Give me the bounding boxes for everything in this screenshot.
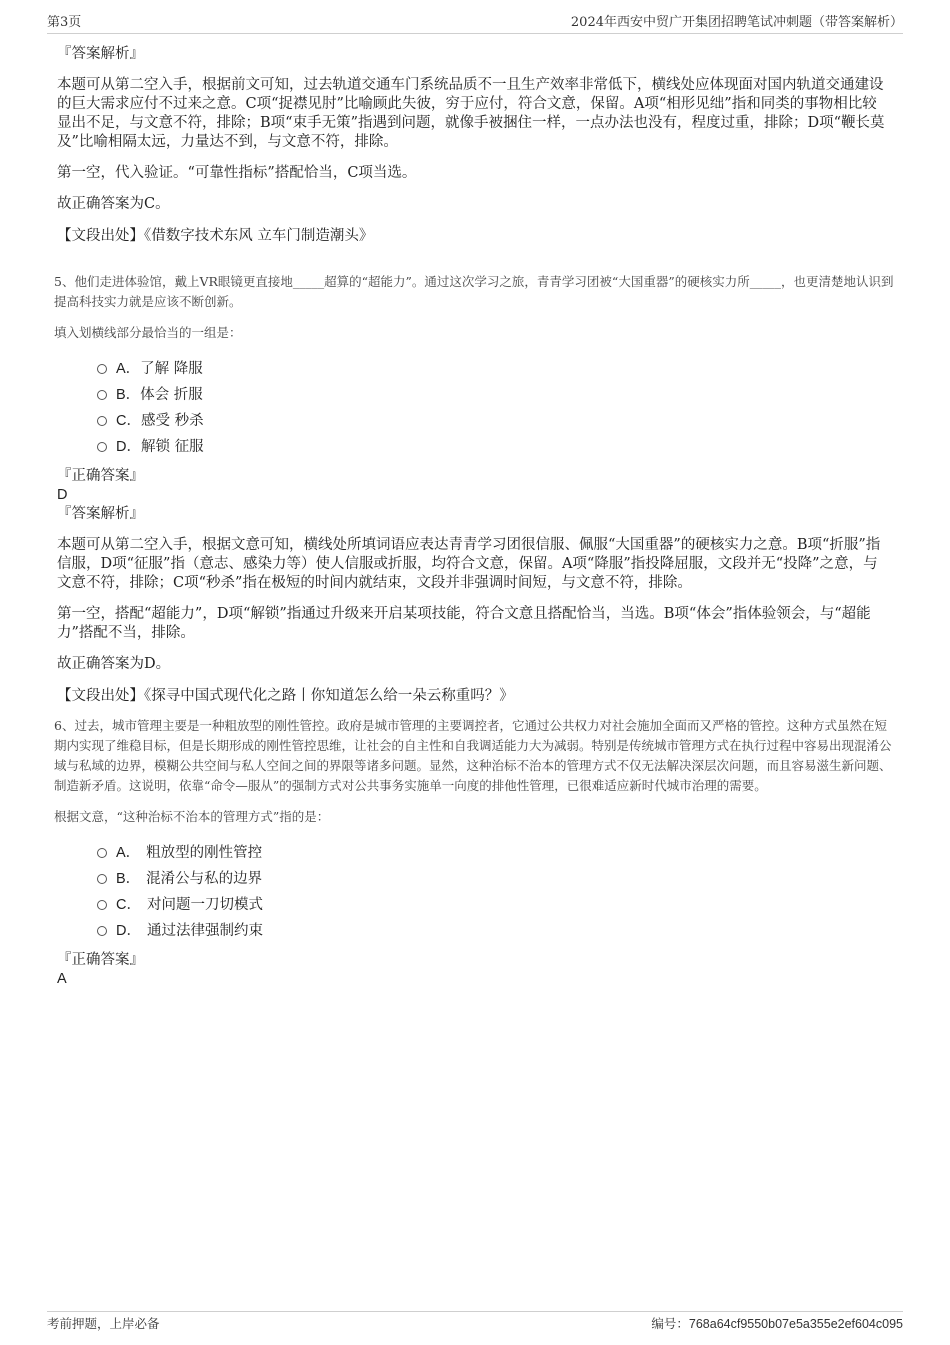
question-4-analysis	[57, 44, 893, 246]
option-text: 了解 降服	[140, 360, 203, 377]
page-header	[47, 13, 903, 34]
option-a[interactable]	[97, 838, 893, 864]
radio-icon[interactable]	[97, 848, 107, 858]
option-letter: C．	[116, 412, 141, 429]
option-c[interactable]	[97, 406, 893, 432]
option-letter: A．	[116, 360, 141, 377]
option-d[interactable]	[97, 916, 893, 942]
page-number: 第3页	[47, 15, 82, 30]
analysis-paragraph: 第一空，搭配“超能力”，D项“解锁”指通过升级来开启某项技能，符合文意且搭配恰当，当选。B项“体会”指体验领会，与“超能力”搭配不当，排除。	[57, 606, 871, 641]
source-citation: 【文段出处】《探寻中国式现代化之路丨你知道怎么给一朵云称重吗？》	[57, 688, 514, 704]
document-code	[651, 1315, 903, 1333]
analysis-conclusion: 故正确答案为C。	[57, 196, 170, 212]
document-code-value: 768a64cf9550b07e5a355e2ef604c095	[688, 1317, 903, 1331]
option-letter: B．	[116, 386, 141, 403]
analysis-paragraph: 本题可从第二空入手，根据文意可知，横线处所填词语应表达青青学习团很信服、佩服“大国重器”的硬核实力之意。B项“折服”指信服，D项“征服”指（意志、感染力等）使人信服或折服，均符合文意，保留。A项“降服”指投降屈服，文段并无“投降”之意，与文意不符，排除；C项“秒杀”指在极短的时间内就结束，文段并非强调时间短，与文意不符，排除。	[57, 537, 881, 591]
question-6	[54, 716, 893, 988]
page-content	[54, 44, 894, 988]
option-text: 混淆公与私的边界	[146, 870, 263, 887]
analysis-paragraph: 本题可从第二空入手，根据前文可知，过去轨道交通车门系统品质不一且生产效率非常低下，横线处应体现面对国内轨道交通建设的巨大需求应付不过来之意。C项“捉襟见肘”比喻顾此失彼，穷于应付，符合文意，保留。A项“相形见绌”指和同类的事物相比较显出不足，与文意不符，排除；B项“束手无策”指遇到问题，就像手被捆住一样，一点办法也没有，程度过重，排除；D项“鞭长莫及”比喻相隔太远，力量达不到，与文意不符，排除。	[57, 77, 885, 150]
radio-icon[interactable]	[97, 442, 107, 452]
option-c[interactable]	[97, 890, 893, 916]
analysis-conclusion: 故正确答案为D。	[57, 656, 171, 672]
option-text: 感受 秒杀	[140, 412, 204, 429]
radio-icon[interactable]	[97, 416, 107, 426]
document-title: 2024年西安中贸广开集团招聘笔试冲刺题（带答案解析）	[570, 15, 903, 30]
option-letter: A．	[116, 844, 141, 861]
option-a[interactable]	[97, 354, 893, 380]
option-b[interactable]	[97, 864, 893, 890]
correct-answer-label: 『正确答案』	[57, 952, 144, 968]
option-text: 体会 折服	[140, 386, 203, 403]
option-text: 解锁 征服	[140, 438, 204, 455]
option-text: 对问题一刀切模式	[146, 896, 263, 913]
answer-analysis-label: 『答案解析』	[57, 506, 144, 522]
option-text: 粗放型的刚性管控	[146, 844, 263, 861]
option-letter: D．	[116, 438, 141, 455]
option-text: 通过法律强制约束	[146, 922, 263, 939]
question-prompt: 填入划横线部分最恰当的一组是：	[54, 325, 242, 340]
question-5	[54, 272, 894, 706]
question-stem: 5、他们走进体验馆，戴上VR眼镜更直接地_____超算的“超能力”。通过这次学习之旅，青青学习团被“大国重器”的硬核实力所_____，也更清楚地认识到提高科技实力就是应该不断创新。	[54, 274, 894, 309]
document-code-label: 编号：	[651, 1316, 689, 1331]
correct-answer: D	[57, 487, 68, 503]
option-list	[97, 354, 893, 458]
question-prompt: 根据文意，“这种治标不治本的管理方式”指的是：	[54, 809, 330, 824]
footer-slogan: 考前押题，上岸必备	[47, 1316, 160, 1331]
option-letter: C．	[116, 896, 141, 913]
page-footer	[47, 1311, 903, 1334]
option-d[interactable]	[97, 432, 893, 458]
radio-icon[interactable]	[97, 364, 107, 374]
option-list	[97, 838, 893, 942]
option-letter: D．	[116, 922, 141, 939]
radio-icon[interactable]	[97, 926, 107, 936]
radio-icon[interactable]	[97, 874, 107, 884]
radio-icon[interactable]	[97, 900, 107, 910]
correct-answer: A	[57, 971, 67, 987]
radio-icon[interactable]	[97, 390, 107, 400]
analysis-paragraph: 第一空，代入验证。“可靠性指标”搭配恰当，C项当选。	[57, 165, 417, 181]
option-letter: B．	[116, 870, 141, 887]
correct-answer-label: 『正确答案』	[57, 468, 144, 484]
answer-analysis-label: 『答案解析』	[57, 46, 144, 62]
option-b[interactable]	[97, 380, 893, 406]
source-citation: 【文段出处】《借数字技术东风 立车门制造潮头》	[57, 228, 374, 244]
question-stem: 6、过去，城市管理主要是一种粗放型的刚性管控。政府是城市管理的主要调控者，它通过公共权力对社会施加全面而又严格的管控。这种方式虽然在短期内实现了维稳目标，但是长期形成的刚性管控思维，让社会的自主性和自我调适能力大为减弱。特别是传统城市管理方式在执行过程中容易出现混淆公域与私域的边界，模糊公共空间与私人空间之间的界限等诸多问题。显然，这种治标不治本的管理方式不仅无法解决深层次问题，而且容易滋生新问题、制造新矛盾。这说明，依靠“命令—服从”的强制方式对公共事务实施单一向度的排他性管理，已很难适应新时代城市治理的需要。	[54, 718, 892, 793]
